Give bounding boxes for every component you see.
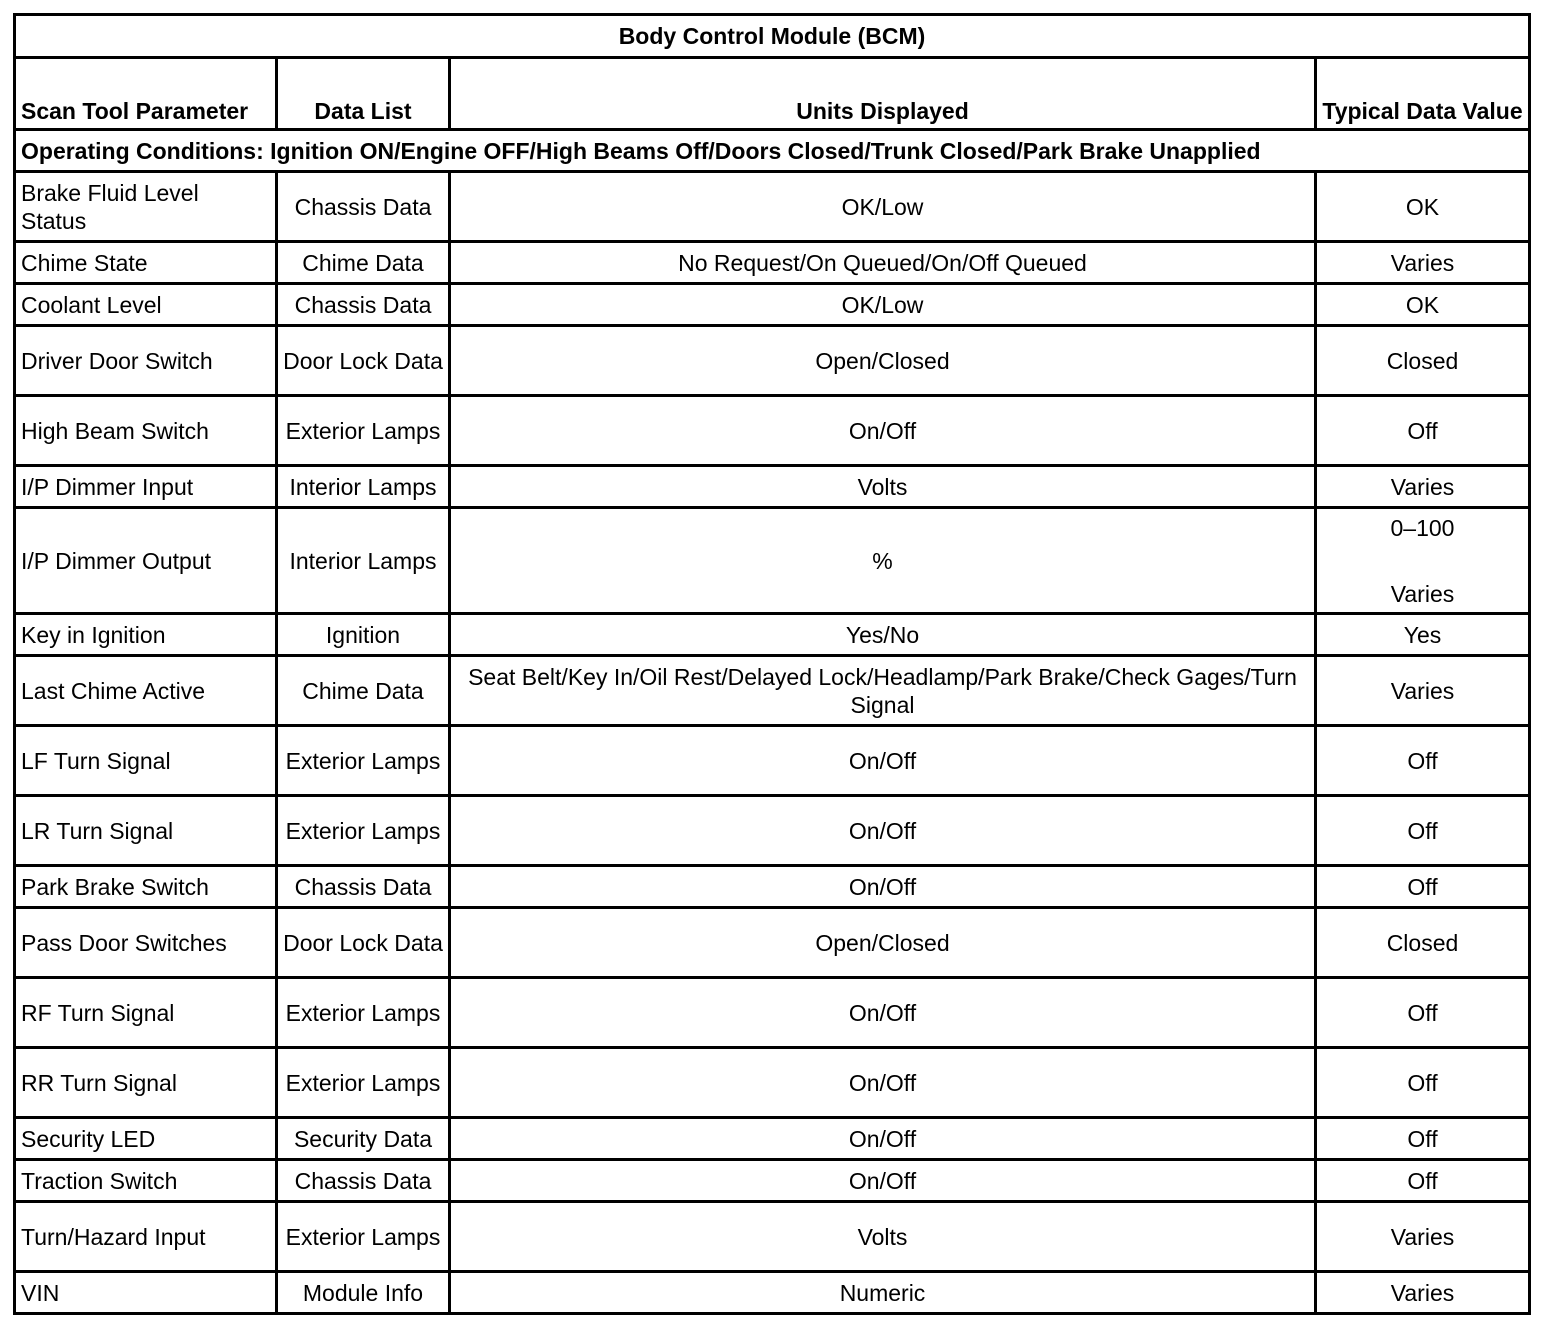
typical-value-cell: Yes: [1316, 614, 1530, 656]
table-row: [15, 796, 1530, 866]
table-row: [15, 242, 1530, 284]
units-cell: On/Off: [450, 796, 1316, 866]
table-row: [15, 172, 1530, 242]
data-list-cell: Exterior Lamps: [277, 1048, 450, 1118]
table-row: [15, 466, 1530, 508]
data-list-cell: Ignition: [277, 614, 450, 656]
param-cell: Chime State: [15, 242, 277, 284]
param-cell: Key in Ignition: [15, 614, 277, 656]
typical-value-range: 0–100: [1390, 514, 1455, 541]
typical-value-cell: Off: [1316, 1118, 1530, 1160]
typical-value-cell: OK: [1316, 284, 1530, 326]
typical-value-cell: [1316, 508, 1530, 614]
param-cell: Last Chime Active: [15, 656, 277, 726]
param-cell: Park Brake Switch: [15, 866, 277, 908]
data-list-cell: Chassis Data: [277, 1160, 450, 1202]
table-row: [15, 656, 1530, 726]
table-row: [15, 614, 1530, 656]
data-list-cell: Door Lock Data: [277, 908, 450, 978]
data-list-cell: Security Data: [277, 1118, 450, 1160]
header-scan-tool-parameter: Scan Tool Parameter: [15, 58, 277, 130]
units-cell: On/Off: [450, 1160, 1316, 1202]
typical-value-cell: Off: [1316, 1048, 1530, 1118]
typical-value-cell: Varies: [1316, 1202, 1530, 1272]
data-list-cell: Exterior Lamps: [277, 726, 450, 796]
units-cell: Numeric: [450, 1272, 1316, 1314]
typical-value-cell: Off: [1316, 726, 1530, 796]
table-row: [15, 1272, 1530, 1314]
param-cell: VIN: [15, 1272, 277, 1314]
table-row: [15, 978, 1530, 1048]
param-cell: LR Turn Signal: [15, 796, 277, 866]
typical-value-cell: OK: [1316, 172, 1530, 242]
units-cell: On/Off: [450, 978, 1316, 1048]
header-row: [15, 58, 1530, 130]
param-cell: Security LED: [15, 1118, 277, 1160]
typical-value-note: Varies: [1390, 580, 1455, 607]
param-cell: Brake Fluid Level Status: [15, 172, 277, 242]
table-title-row: [15, 15, 1530, 58]
units-cell: On/Off: [450, 866, 1316, 908]
table-title: Body Control Module (BCM): [15, 15, 1530, 58]
typical-value-cell: Varies: [1316, 656, 1530, 726]
typical-value-cell: Varies: [1316, 242, 1530, 284]
header-data-list: Data List: [277, 58, 450, 130]
units-cell: Yes/No: [450, 614, 1316, 656]
data-list-cell: Exterior Lamps: [277, 396, 450, 466]
table-row: [15, 1202, 1530, 1272]
typical-value-cell: Closed: [1316, 326, 1530, 396]
units-cell: Seat Belt/Key In/Oil Rest/Delayed Lock/Headlamp/Park Brake/Check Gages/Turn Signal: [450, 656, 1316, 726]
data-list-cell: Door Lock Data: [277, 326, 450, 396]
data-list-cell: Chassis Data: [277, 866, 450, 908]
table-row: [15, 1118, 1530, 1160]
bcm-data-table: [13, 13, 1531, 1315]
param-cell: RF Turn Signal: [15, 978, 277, 1048]
table-row: [15, 866, 1530, 908]
data-list-cell: Interior Lamps: [277, 508, 450, 614]
units-cell: OK/Low: [450, 284, 1316, 326]
header-typical-data-value: Typical Data Value: [1316, 58, 1530, 130]
data-list-cell: Exterior Lamps: [277, 978, 450, 1048]
typical-value-cell: Off: [1316, 1160, 1530, 1202]
units-cell: On/Off: [450, 1118, 1316, 1160]
data-list-cell: Module Info: [277, 1272, 450, 1314]
units-cell: Volts: [450, 1202, 1316, 1272]
data-list-cell: Chassis Data: [277, 172, 450, 242]
units-cell: %: [450, 508, 1316, 614]
typical-value-cell: Varies: [1316, 1272, 1530, 1314]
table-row: [15, 908, 1530, 978]
typical-value-cell: Off: [1316, 396, 1530, 466]
table-row: [15, 1160, 1530, 1202]
param-cell: Traction Switch: [15, 1160, 277, 1202]
units-cell: On/Off: [450, 1048, 1316, 1118]
table-row: [15, 726, 1530, 796]
typical-value-cell: Off: [1316, 796, 1530, 866]
param-cell: RR Turn Signal: [15, 1048, 277, 1118]
table-row: [15, 508, 1530, 614]
units-cell: Volts: [450, 466, 1316, 508]
data-list-cell: Chassis Data: [277, 284, 450, 326]
table-row: [15, 326, 1530, 396]
data-list-cell: Exterior Lamps: [277, 1202, 450, 1272]
data-list-cell: Chime Data: [277, 656, 450, 726]
units-cell: No Request/On Queued/On/Off Queued: [450, 242, 1316, 284]
operating-conditions-row: [15, 130, 1530, 172]
units-cell: OK/Low: [450, 172, 1316, 242]
table-row: [15, 1048, 1530, 1118]
param-cell: LF Turn Signal: [15, 726, 277, 796]
param-cell: High Beam Switch: [15, 396, 277, 466]
typical-value-cell: Varies: [1316, 466, 1530, 508]
data-list-cell: Exterior Lamps: [277, 796, 450, 866]
data-list-cell: Interior Lamps: [277, 466, 450, 508]
header-units-displayed: Units Displayed: [450, 58, 1316, 130]
table-row: [15, 284, 1530, 326]
units-cell: Open/Closed: [450, 908, 1316, 978]
param-cell: Pass Door Switches: [15, 908, 277, 978]
param-cell: Coolant Level: [15, 284, 277, 326]
typical-value-cell: Closed: [1316, 908, 1530, 978]
table-row: [15, 396, 1530, 466]
operating-conditions: Operating Conditions: Ignition ON/Engine OFF/High Beams Off/Doors Closed/Trunk Closed/Park Brake Unapplied: [15, 130, 1530, 172]
typical-value-cell: Off: [1316, 978, 1530, 1048]
typical-value-cell: Off: [1316, 866, 1530, 908]
units-cell: On/Off: [450, 396, 1316, 466]
param-cell: Turn/Hazard Input: [15, 1202, 277, 1272]
param-cell: I/P Dimmer Output: [15, 508, 277, 614]
units-cell: Open/Closed: [450, 326, 1316, 396]
units-cell: On/Off: [450, 726, 1316, 796]
param-cell: Driver Door Switch: [15, 326, 277, 396]
data-list-cell: Chime Data: [277, 242, 450, 284]
param-cell: I/P Dimmer Input: [15, 466, 277, 508]
